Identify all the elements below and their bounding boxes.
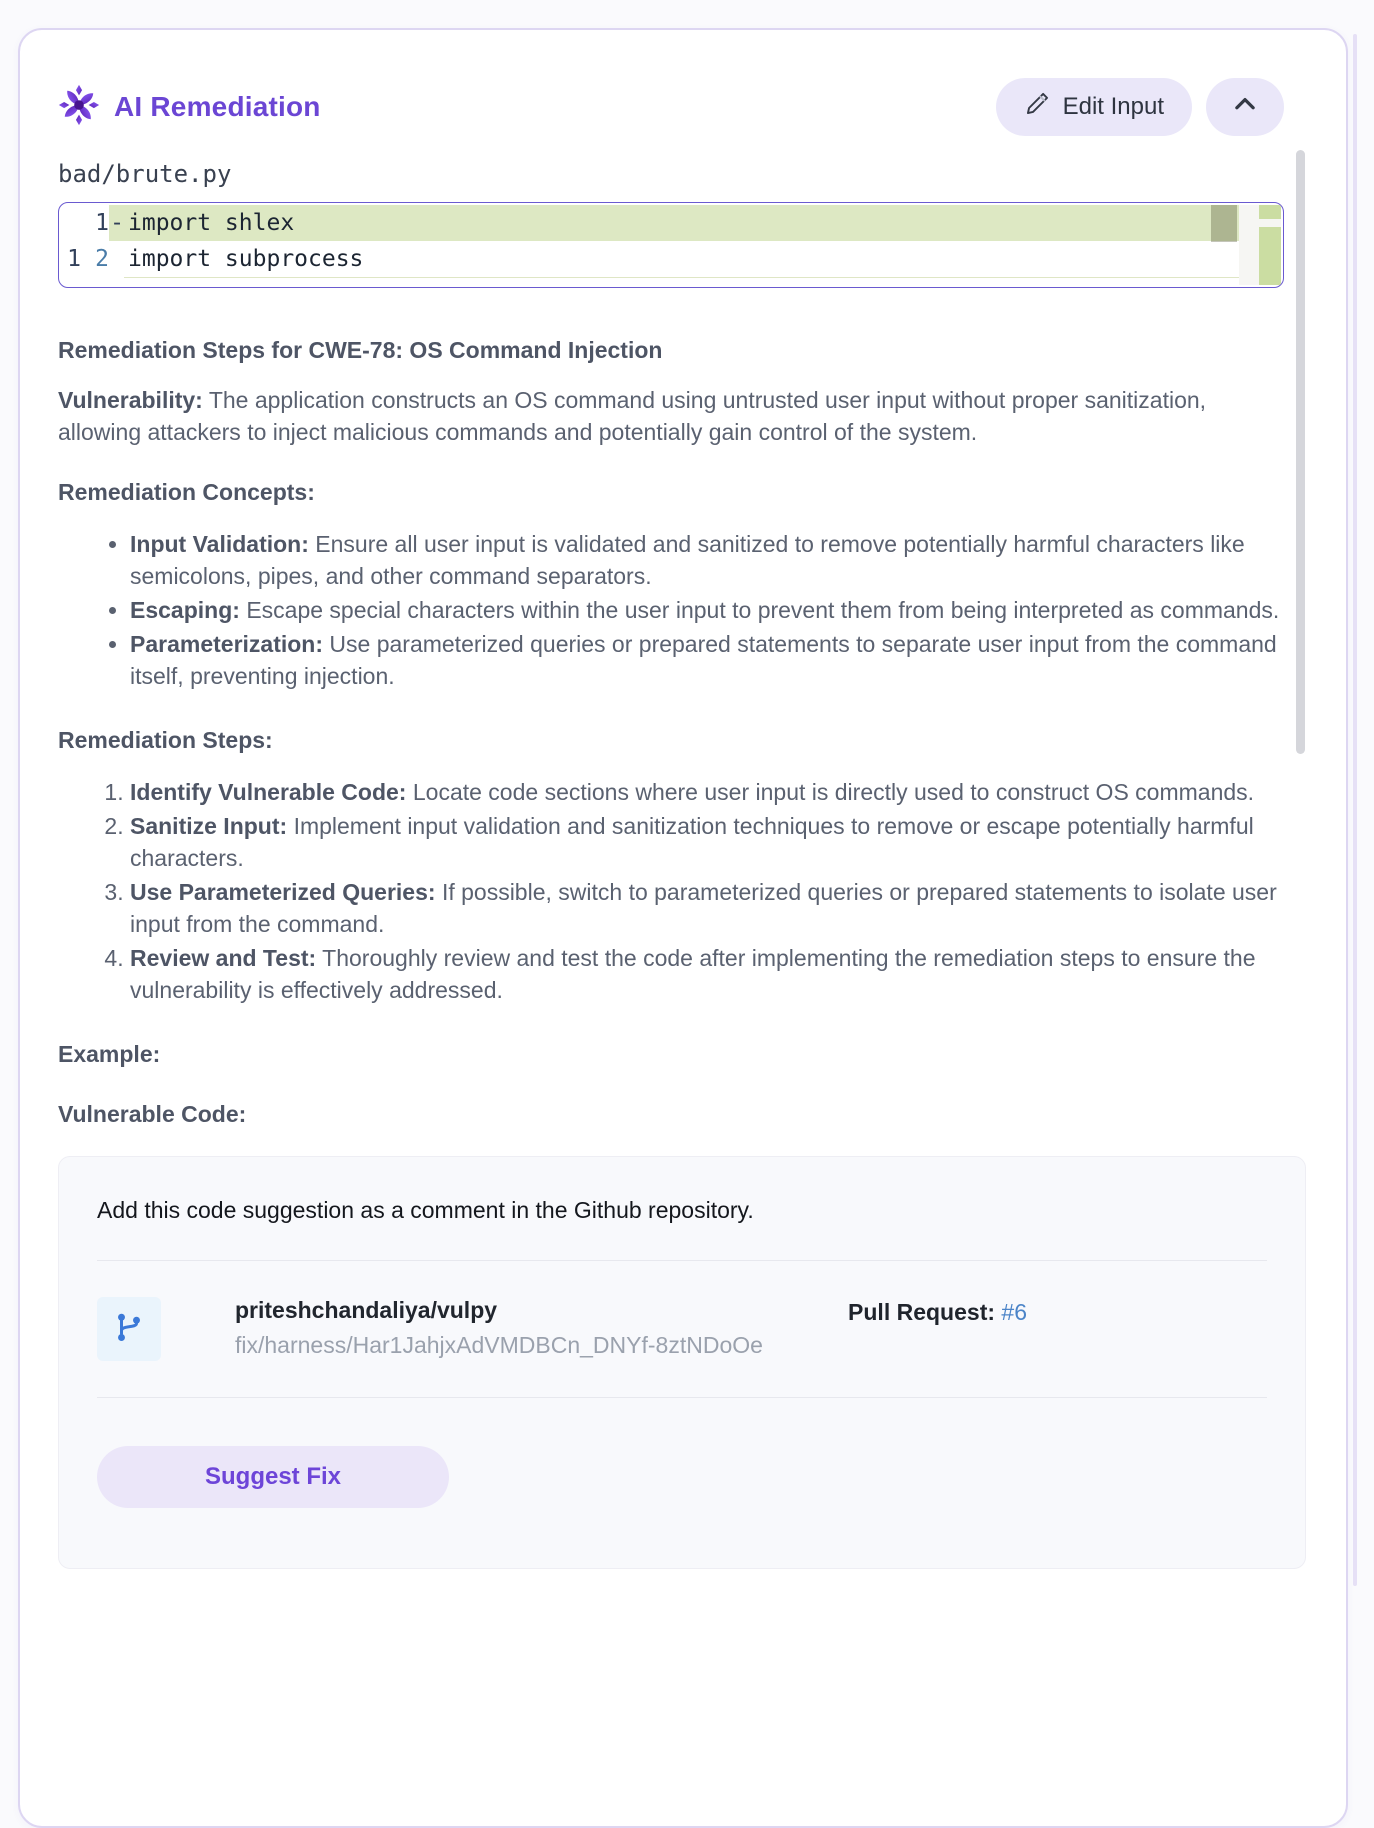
page-title: AI Remediation: [114, 91, 321, 122]
ai-remediation-panel: [18, 28, 1348, 1828]
list-item: • Input Validation: Ensure all user input is validated and sanitized to remove potentially harmful characters like semicolons, pipes, and other command separators.: [130, 528, 1284, 592]
steps-heading: Remediation Steps:: [58, 727, 273, 753]
minimap-segment: [1259, 205, 1281, 219]
page-scrollbar-track[interactable]: [1353, 34, 1357, 1586]
new-line-number: 1: [95, 210, 109, 236]
pull-request-link[interactable]: #6: [1001, 1299, 1027, 1325]
code-line: import subprocess: [128, 246, 364, 272]
edit-input-label: Edit Input: [1062, 93, 1164, 120]
edit-input-button[interactable]: [996, 78, 1192, 136]
code-diff-block: [58, 202, 1284, 288]
example-heading: Example:: [58, 1041, 161, 1067]
pull-request-label: Pull Request:: [848, 1299, 996, 1325]
steps-list: [58, 776, 1284, 1006]
diff-row-added: [59, 205, 1239, 241]
panel-header: [58, 78, 1284, 136]
diff-marker: -: [109, 205, 124, 241]
github-suggestion-card: [58, 1156, 1306, 1569]
diff-row: [59, 241, 1239, 277]
next-line-peek: [124, 277, 1239, 283]
pencil-icon: [1024, 90, 1051, 124]
panel-scrollbar-thumb[interactable]: [1296, 150, 1305, 754]
suggest-fix-button[interactable]: Suggest Fix: [97, 1446, 449, 1508]
repository-row: [97, 1297, 1267, 1361]
remediation-heading: Remediation Steps for CWE-78: OS Command Injection: [58, 337, 663, 363]
divider: [97, 1397, 1267, 1398]
list-item: 3. Use Parameterized Queries: If possible, switch to parameterized queries or prepared statements to isolate user input from the command.: [130, 876, 1284, 940]
repo-branch: fix/harness/Har1JahjxAdVMDBCn_DNYf-8ztNDoOe: [235, 1332, 763, 1358]
file-path: bad/brute.py: [58, 160, 232, 188]
list-item: • Escaping: Escape special characters within the user input to prevent them from being interpreted as commands.: [130, 594, 1284, 626]
code-line: import shlex: [124, 205, 1239, 241]
concepts-list: [58, 528, 1284, 692]
ai-flower-icon: [58, 84, 100, 131]
repo-icon-box: [97, 1297, 161, 1361]
remediation-content: [58, 334, 1284, 1130]
new-line-number: 2: [95, 246, 109, 272]
list-item: 4. Review and Test: Thoroughly review and test the code after implementing the remediation steps to ensure the vulnerability is effectively addressed.: [130, 942, 1284, 1006]
suggestion-message: Add this code suggestion as a comment in the Github repository.: [97, 1197, 754, 1223]
minimap-segment: [1259, 227, 1281, 285]
git-branch-icon: [111, 1309, 147, 1350]
vulnerability-paragraph: Vulnerability: The application constructs an OS command using untrusted user input without proper sanitization, allowing attackers to inject malicious commands and potentially gain control of the system.: [58, 387, 1207, 445]
pull-request-block: [848, 1297, 1027, 1326]
old-line-number: 1: [67, 246, 81, 272]
list-item: 2. Sanitize Input: Implement input validation and sanitization techniques to remove or escape potentially harmful characters.: [130, 810, 1284, 874]
collapse-button[interactable]: [1206, 78, 1284, 136]
code-scrollbar-thumb[interactable]: [1211, 205, 1237, 242]
concepts-heading: Remediation Concepts:: [58, 479, 315, 505]
repo-texts: [235, 1297, 763, 1359]
repo-name: priteshchandaliya/vulpy: [235, 1297, 498, 1323]
list-item: • Parameterization: Use parameterized queries or prepared statements to separate user input from the command itself, preventing injection.: [130, 628, 1284, 692]
code-minimap[interactable]: [1239, 205, 1281, 285]
vulnerable-code-heading: Vulnerable Code:: [58, 1101, 247, 1127]
list-item: 1. Identify Vulnerable Code: Locate code sections where user input is directly used to construct OS commands.: [130, 776, 1284, 808]
divider: [97, 1260, 1267, 1261]
chevron-up-icon: [1230, 89, 1260, 126]
